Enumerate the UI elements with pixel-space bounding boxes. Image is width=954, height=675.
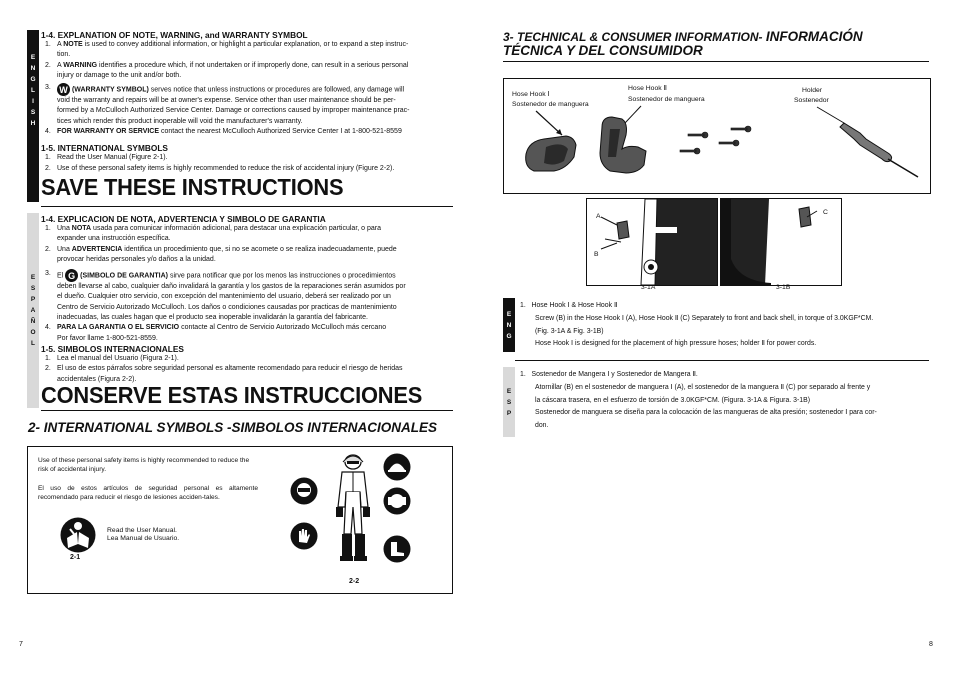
ear-protection-icon — [383, 487, 411, 515]
tab-letter: N — [30, 64, 36, 72]
read-manual-icon — [60, 517, 96, 553]
eng-rule — [515, 360, 929, 361]
page-number-right: 8 — [929, 641, 933, 648]
fig-label-a: A — [596, 213, 601, 220]
tab-letter: S — [506, 398, 512, 406]
servicio-item: 4. PARA LA GARANTIA O EL SERVICIO contacte al Centro de Servicio Autorizado McCulloch más cercano — [45, 324, 387, 332]
tab-letter: P — [30, 296, 36, 303]
note-item-cont: tion. — [57, 51, 71, 59]
box-text-en: Use of these personal safety items is highly recommended to reduce the risk of accidental injury. — [38, 457, 250, 473]
tab-letter: Ñ — [30, 318, 36, 325]
gloves-icon — [290, 522, 318, 550]
fig-label-c: C — [823, 209, 828, 216]
parts-box — [503, 78, 931, 194]
tab-letter: E — [506, 387, 512, 395]
warranty-w-icon: W — [57, 83, 70, 96]
tab-letter: P — [506, 409, 512, 417]
es-section-1-5-title: 1-5. SIMBOLOS INTERNACIONALES — [41, 343, 184, 354]
figure-2-1-label: 2-1 — [70, 554, 81, 561]
holder-label: Holder — [802, 87, 823, 94]
tab-letter: E — [30, 53, 36, 61]
parts-illustration — [504, 79, 930, 193]
section-3-rule — [503, 61, 929, 62]
section-1-5-title: 1-5. INTERNATIONAL SYMBOLS — [41, 143, 168, 154]
save-title-rule — [41, 206, 453, 207]
warranty-g-icon: G — [65, 269, 78, 282]
espanol-side-tab — [27, 213, 39, 408]
garantia-item-cont: Centro de Servicio Autorizado McCulloch. Los daños o condiciones causadas por practicas de mantenimiento — [57, 303, 397, 311]
tab-letter: S — [30, 285, 36, 292]
warranty-item-cont: void the warranty and repairs will be at owner's expense. Service other than user maintenance should be per- — [57, 97, 396, 105]
english-side-bar — [27, 150, 39, 202]
tab-letter: L — [31, 340, 35, 347]
garantia-item-cont: el dueño. Cualquier otro servicio, con excepción del mantenimiento del usuario, deberá ser realizado por un — [57, 293, 391, 301]
tab-letter: O — [30, 329, 36, 336]
simbolo-item-cont: accidentales (Figura 2-2). — [57, 375, 137, 383]
spanish-section — [41, 214, 451, 385]
esp-line: Atornillar (B) en el sostenedor de manguera Ⅰ (A), el sostenedor de la manguera Ⅱ (C) por separado al frente y — [535, 383, 871, 391]
servicio-item-cont: Por favor llame 1-800-521-8559. — [57, 334, 158, 342]
symbols-box — [27, 446, 453, 594]
nota-item: 1. Una NOTA usada para comunicar información adicional, para destacar una explicación particular, o para — [45, 225, 381, 232]
nota-item-cont: expander una instrucción específica. — [57, 235, 171, 243]
symbol-item: 2. Use of these personal safety items is highly recommended to reduce the risk of accidental injury (Figure 2-2). — [45, 164, 395, 172]
conserve-title-rule — [41, 410, 453, 411]
box-text-es: El uso de estos artículos de seguridad personal es altamente recomendado para reducir el riesgo de lesiones acciden-tales. — [38, 485, 258, 501]
advertencia-item-cont: provocar heridas personales y/o daños a la unidad. — [57, 255, 216, 263]
read-manual-en: Read the User Manual. — [107, 527, 177, 534]
warranty-item-cont: tices which render this product inoperable will void the manufacturer's warranty. — [57, 117, 303, 125]
safety-person-figure — [328, 452, 378, 572]
tab-letter: A — [30, 307, 36, 314]
esp-line: la cáscara trasera, en el esfuerzo de torsión de 3.0KGF*CM. (Figura. 3-1A & Figura. 3-1B) — [535, 396, 810, 404]
section-2-title: 2- INTERNATIONAL SYMBOLS -SIMBOLOS INTERNACIONALES — [28, 420, 438, 435]
page-number-left: 7 — [19, 641, 23, 648]
fig-label-b: B — [594, 251, 599, 258]
hose-hook-1-label: Hose Hook Ⅰ — [512, 91, 550, 98]
eng-line: Hose Hook Ⅰ is designed for the placement of high pressure hoses; holder Ⅱ for power cords. — [535, 340, 817, 348]
eng-item-heading: 1. Hose Hook Ⅰ & Hose Hook Ⅱ — [520, 302, 618, 309]
eng-hook-instructions — [520, 300, 930, 351]
boots-icon — [383, 535, 411, 563]
section-3-title: 3- TECHNICAL & CONSUMER INFORMATION- INFORMACIÓN TÉCNICA Y DEL CONSUMIDOR — [503, 29, 863, 58]
english-side-tab — [27, 30, 39, 150]
warning-item-cont: injury or damage to the unit and/or both. — [57, 71, 182, 79]
service-item: 4. FOR WARRANTY OR SERVICE contact the nearest McCulloch Authorized Service Center I at 1-800-521-8559 — [45, 128, 402, 136]
es-section-1-4-title: 1-4. EXPLICACION DE NOTA, ADVERTENCIA Y SIMBOLO DE GARANTIA — [41, 214, 326, 224]
note-item: 1. A NOTE is used to convey additional information, or highlight a particular explanation, or to expand a step instruc- — [45, 41, 409, 48]
eng-line: (Fig. 3-1A & Fig. 3-1B) — [535, 327, 604, 335]
figure-3-1b-label: 3-1B — [776, 284, 791, 291]
garantia-item-cont: inadecuadas, las cuales hagan que el producto sea inoperable invalidarán la garantía del fabricante. — [57, 314, 368, 322]
eng-side-tab — [503, 298, 515, 352]
esp-side-tab — [503, 367, 515, 437]
tab-letter: G — [30, 75, 36, 83]
esp-line: don. — [535, 422, 549, 430]
eng-line: Screw (B) in the Hose Hook Ⅰ (A), Hose Hook Ⅱ (C) Separately to front and back shell, in torque of 3.0KGF*CM. — [535, 314, 874, 322]
esp-item-heading: 1. Sostenedor de Mangera Ⅰ y Sostenedor de Mangera Ⅱ. — [520, 371, 698, 378]
figure-3-1a — [586, 198, 718, 286]
garantia-item: 3. El G (SIMBOLO DE GARANTIA) sirve para notificar que por los menos las instrucciones o procedimientos — [45, 270, 396, 281]
hose-hook-2-label: Hose Hook Ⅱ — [628, 85, 667, 92]
hose-hook-2-label-es: Sostenedor de manguera — [628, 96, 705, 103]
simbolo-item: 2. El uso de estos párrafos sobre seguridad personal es altamente recomendado para reducir el riesgo de heridas — [45, 365, 403, 373]
hose-hook-1-label-es: Sostenedor de manguera — [512, 101, 589, 108]
warranty-item-cont: formed by a McCulloch Authorized Service Center. Damage or corrections caused by improper maintenance prac- — [57, 107, 410, 115]
garantia-item-cont: deben llevarse al cabo, cualquier daño invalidará la garantía y los gastos de la reparaciones serán asumidos por — [57, 283, 406, 291]
esp-hook-instructions — [520, 369, 930, 433]
tab-letter: H — [30, 119, 36, 127]
tab-letter: G — [506, 332, 512, 340]
english-section — [41, 30, 453, 174]
warranty-item: 3. W (WARRANTY SYMBOL) serves notice that unless instructions or procedures are followed, any damage will — [45, 84, 405, 95]
figure-2-2-label: 2-2 — [349, 578, 360, 585]
conserve-instructions-title: CONSERVE ESTAS INSTRUCCIONES — [41, 382, 423, 408]
tab-letter: E — [30, 274, 36, 281]
tab-letter: L — [31, 86, 35, 94]
figure-3-1a-label: 3-1A — [641, 284, 656, 291]
tab-letter: N — [506, 321, 512, 329]
advertencia-item: 2. Una ADVERTENCIA identifica un procedimiento que, si no se acomete o se realiza inadecuadamente, puede — [45, 245, 397, 253]
eye-protection-icon — [290, 477, 318, 505]
tab-letter: I — [32, 97, 34, 105]
holder-label-es: Sostenedor — [794, 97, 829, 104]
simbolo-item: 1. Lea el manual del Usuario (Figura 2-1). — [45, 354, 179, 362]
read-manual-es: Lea Manual de Usuario. — [107, 535, 180, 542]
symbol-item: 1. Read the User Manual (Figure 2-1). — [45, 154, 168, 162]
save-instructions-title: SAVE THESE INSTRUCTIONS — [41, 174, 344, 200]
hard-hat-icon — [383, 453, 411, 481]
warning-item: 2. A WARNING identifies a procedure which, if not undertaken or if improperly done, can result in a serious personal — [45, 61, 409, 69]
tab-letter: E — [506, 310, 512, 318]
section-1-4-title: 1-4. EXPLANATION OF NOTE, WARNING, and WARRANTY SYMBOL — [41, 30, 308, 40]
tab-letter: S — [30, 108, 36, 116]
esp-line: Sostenedor de manguera se diseña para la colocación de las mangueras de alta presión; sostenedor Ⅰ para cor- — [535, 409, 877, 417]
